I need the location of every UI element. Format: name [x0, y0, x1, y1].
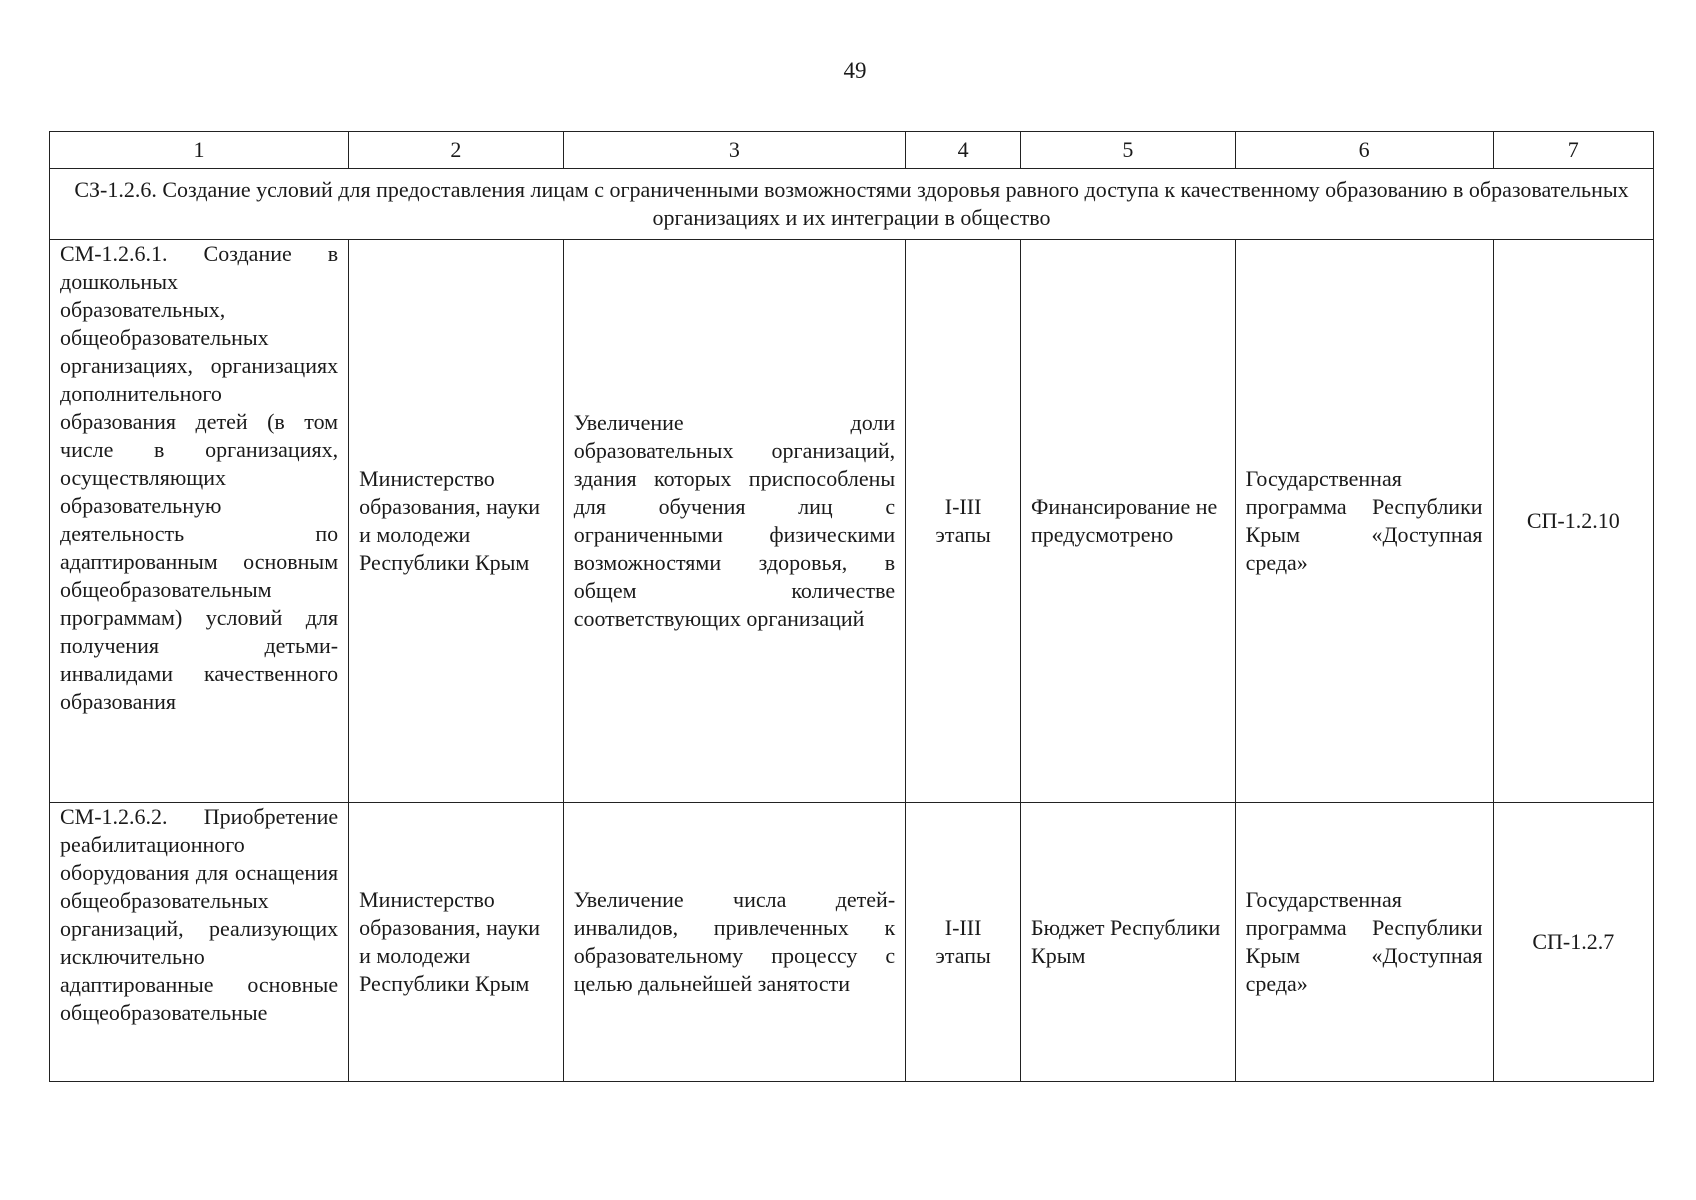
column-header: 7: [1493, 132, 1653, 169]
section-title: СЗ-1.2.6. Создание условий для предоставления лицам с ограниченными возможностями здоровья равного доступа к качественному образованию в образовательных организациях и их интеграции в общество: [50, 169, 1654, 240]
measure-cell: СМ-1.2.6.2. Приобретение реабилитационного оборудования для оснащения общеобразовательных организаций, реализующих исключительно адаптированные основные общеобразовательные: [50, 803, 349, 1082]
executor-cell: Министерство образования, науки и молодежи Республики Крым: [349, 240, 564, 803]
program-cell: Государственная программа Республики Крым «Доступная среда»: [1235, 803, 1493, 1082]
stages-cell: I-III этапы: [906, 240, 1021, 803]
code-cell: СП-1.2.10: [1493, 240, 1653, 803]
column-header: 6: [1235, 132, 1493, 169]
code-cell: СП-1.2.7: [1493, 803, 1653, 1082]
table-row: [50, 803, 1654, 1082]
column-number-row: [50, 132, 1654, 169]
column-header: 5: [1021, 132, 1236, 169]
column-header: 2: [349, 132, 564, 169]
column-header: 4: [906, 132, 1021, 169]
page-number: 49: [843, 58, 867, 83]
financing-cell: Финансирование не предусмотрено: [1021, 240, 1236, 803]
table-row: [50, 240, 1654, 803]
result-cell: Увеличение числа детей-инвалидов, привлеченных к образовательному процессу с целью дальнейшей занятости: [563, 803, 905, 1082]
financing-cell: Бюджет Республики Крым: [1021, 803, 1236, 1082]
measure-cell: СМ-1.2.6.1. Создание в дошкольных образовательных, общеобразовательных организациях, организациях дополнительного образования детей (в том числе в организациях, осуществляющих образовательную деятельность по адаптированным основным общеобразовательным программам) условий для получения детьми-инвалидами качественного образования: [50, 240, 349, 803]
column-header: 3: [563, 132, 905, 169]
executor-cell: Министерство образования, науки и молодежи Республики Крым: [349, 803, 564, 1082]
result-cell: Увеличение доли образовательных организаций, здания которых приспособлены для обучения лиц с ограниченными физическими возможностями здоровья, в общем количестве соответствующих организаций: [563, 240, 905, 803]
measures-table: [49, 131, 1654, 1082]
stages-cell: I-III этапы: [906, 803, 1021, 1082]
column-header: 1: [50, 132, 349, 169]
program-cell: Государственная программа Республики Крым «Доступная среда»: [1235, 240, 1493, 803]
section-row: [50, 169, 1654, 240]
